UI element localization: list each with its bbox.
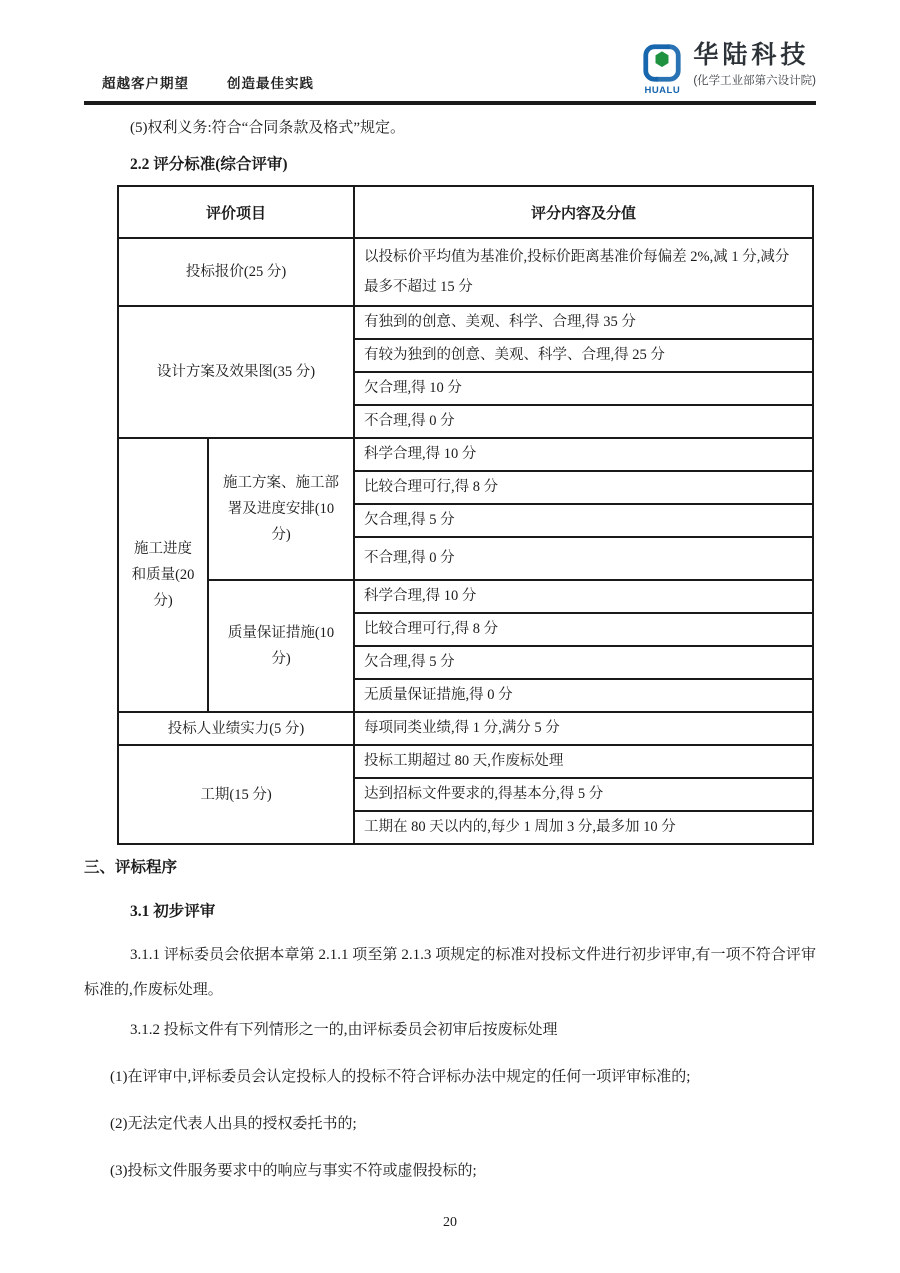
cell-construction-plan-desc: 欠合理,得 5 分 [354, 504, 813, 537]
cell-design-item: 设计方案及效果图(35 分) [118, 306, 354, 438]
cell-design-desc: 不合理,得 0 分 [354, 405, 813, 438]
header-slogan [84, 72, 314, 96]
cell-design-desc: 有较为独到的创意、美观、科学、合理,得 25 分 [354, 339, 813, 372]
cell-design-desc: 欠合理,得 10 分 [354, 372, 813, 405]
cell-duration-item: 工期(15 分) [118, 745, 354, 844]
heading-3-1: 3.1 初步评审 [130, 903, 216, 921]
cell-design-desc: 有独到的创意、美观、科学、合理,得 35 分 [354, 306, 813, 339]
cell-quality-desc: 无质量保证措施,得 0 分 [354, 679, 813, 712]
cell-construction-plan-desc: 科学合理,得 10 分 [354, 438, 813, 471]
table-row [118, 306, 813, 339]
col-header-item: 评价项目 [118, 186, 354, 238]
cell-construction-plan-item: 施工方案、施工部署及进度安排(10 分) [208, 438, 354, 580]
table-row [118, 712, 813, 745]
brand-block [638, 42, 816, 96]
slogan-left: 超越客户期望 [102, 76, 189, 91]
hualu-logo-icon [641, 42, 683, 84]
cell-bid-price-desc: 以投标价平均值为基准价,投标价距离基准价每偏差 2%,减 1 分,减分最多不超过 15 分 [354, 238, 813, 306]
cell-performance-item: 投标人业绩实力(5 分) [118, 712, 354, 745]
cell-quality-desc: 比较合理可行,得 8 分 [354, 613, 813, 646]
table-row [118, 438, 813, 471]
para-3-1-1: 3.1.1 评标委员会依据本章第 2.1.1 项至第 2.1.3 项规定的标准对投标文件进行初步评审,有一项不符合评审标准的,作废标处理。 [84, 947, 816, 999]
cell-quality-desc: 欠合理,得 5 分 [354, 646, 813, 679]
table-row [118, 580, 813, 613]
para-3-1-2: 3.1.2 投标文件有下列情形之一的,由评标委员会初审后按废标处理 [130, 1021, 558, 1038]
hualu-wordmark: HUALU [644, 85, 681, 96]
hualu-logo [638, 42, 686, 96]
page-header [84, 0, 816, 96]
clause-5-text: (5)权利义务:符合“合同条款及格式”规定。 [130, 120, 405, 136]
slogan-right: 创造最佳实践 [227, 76, 314, 91]
cell-duration-desc: 达到招标文件要求的,得基本分,得 5 分 [354, 778, 813, 811]
table-header-row [118, 186, 813, 238]
cell-construction-item: 施工进度和质量(20 分) [118, 438, 208, 712]
col-header-score: 评分内容及分值 [354, 186, 813, 238]
table-row [118, 238, 813, 306]
heading-2-2: 2.2 评分标准(综合评审) [130, 156, 288, 174]
cell-quality-item: 质量保证措施(10 分) [208, 580, 354, 712]
brand-name: 华陆科技 [693, 41, 810, 69]
cell-bid-price-item: 投标报价(25 分) [118, 238, 354, 306]
cell-quality-desc: 科学合理,得 10 分 [354, 580, 813, 613]
heading-3: 三、评标程序 [84, 859, 178, 877]
brand-subtitle: (化学工业部第六设计院) [693, 74, 816, 87]
page-number: 20 [443, 1215, 457, 1230]
table-row [118, 745, 813, 778]
list-item-1: (1)在评审中,评标委员会认定投标人的投标不符合评标办法中规定的任何一项评审标准的; [110, 1068, 691, 1085]
page-footer [0, 1215, 900, 1231]
cell-duration-desc: 投标工期超过 80 天,作废标处理 [354, 745, 813, 778]
brand-text [693, 42, 816, 88]
list-item-2: (2)无法定代表人出具的授权委托书的; [110, 1116, 357, 1133]
scoring-criteria-table [117, 185, 814, 845]
cell-construction-plan-desc: 比较合理可行,得 8 分 [354, 471, 813, 504]
cell-duration-desc: 工期在 80 天以内的,每少 1 周加 3 分,最多加 10 分 [354, 811, 813, 844]
cell-construction-plan-desc: 不合理,得 0 分 [354, 537, 813, 580]
header-divider [84, 101, 816, 105]
cell-performance-desc: 每项同类业绩,得 1 分,满分 5 分 [354, 712, 813, 745]
list-item-3: (3)投标文件服务要求中的响应与事实不符或虚假投标的; [110, 1163, 477, 1180]
